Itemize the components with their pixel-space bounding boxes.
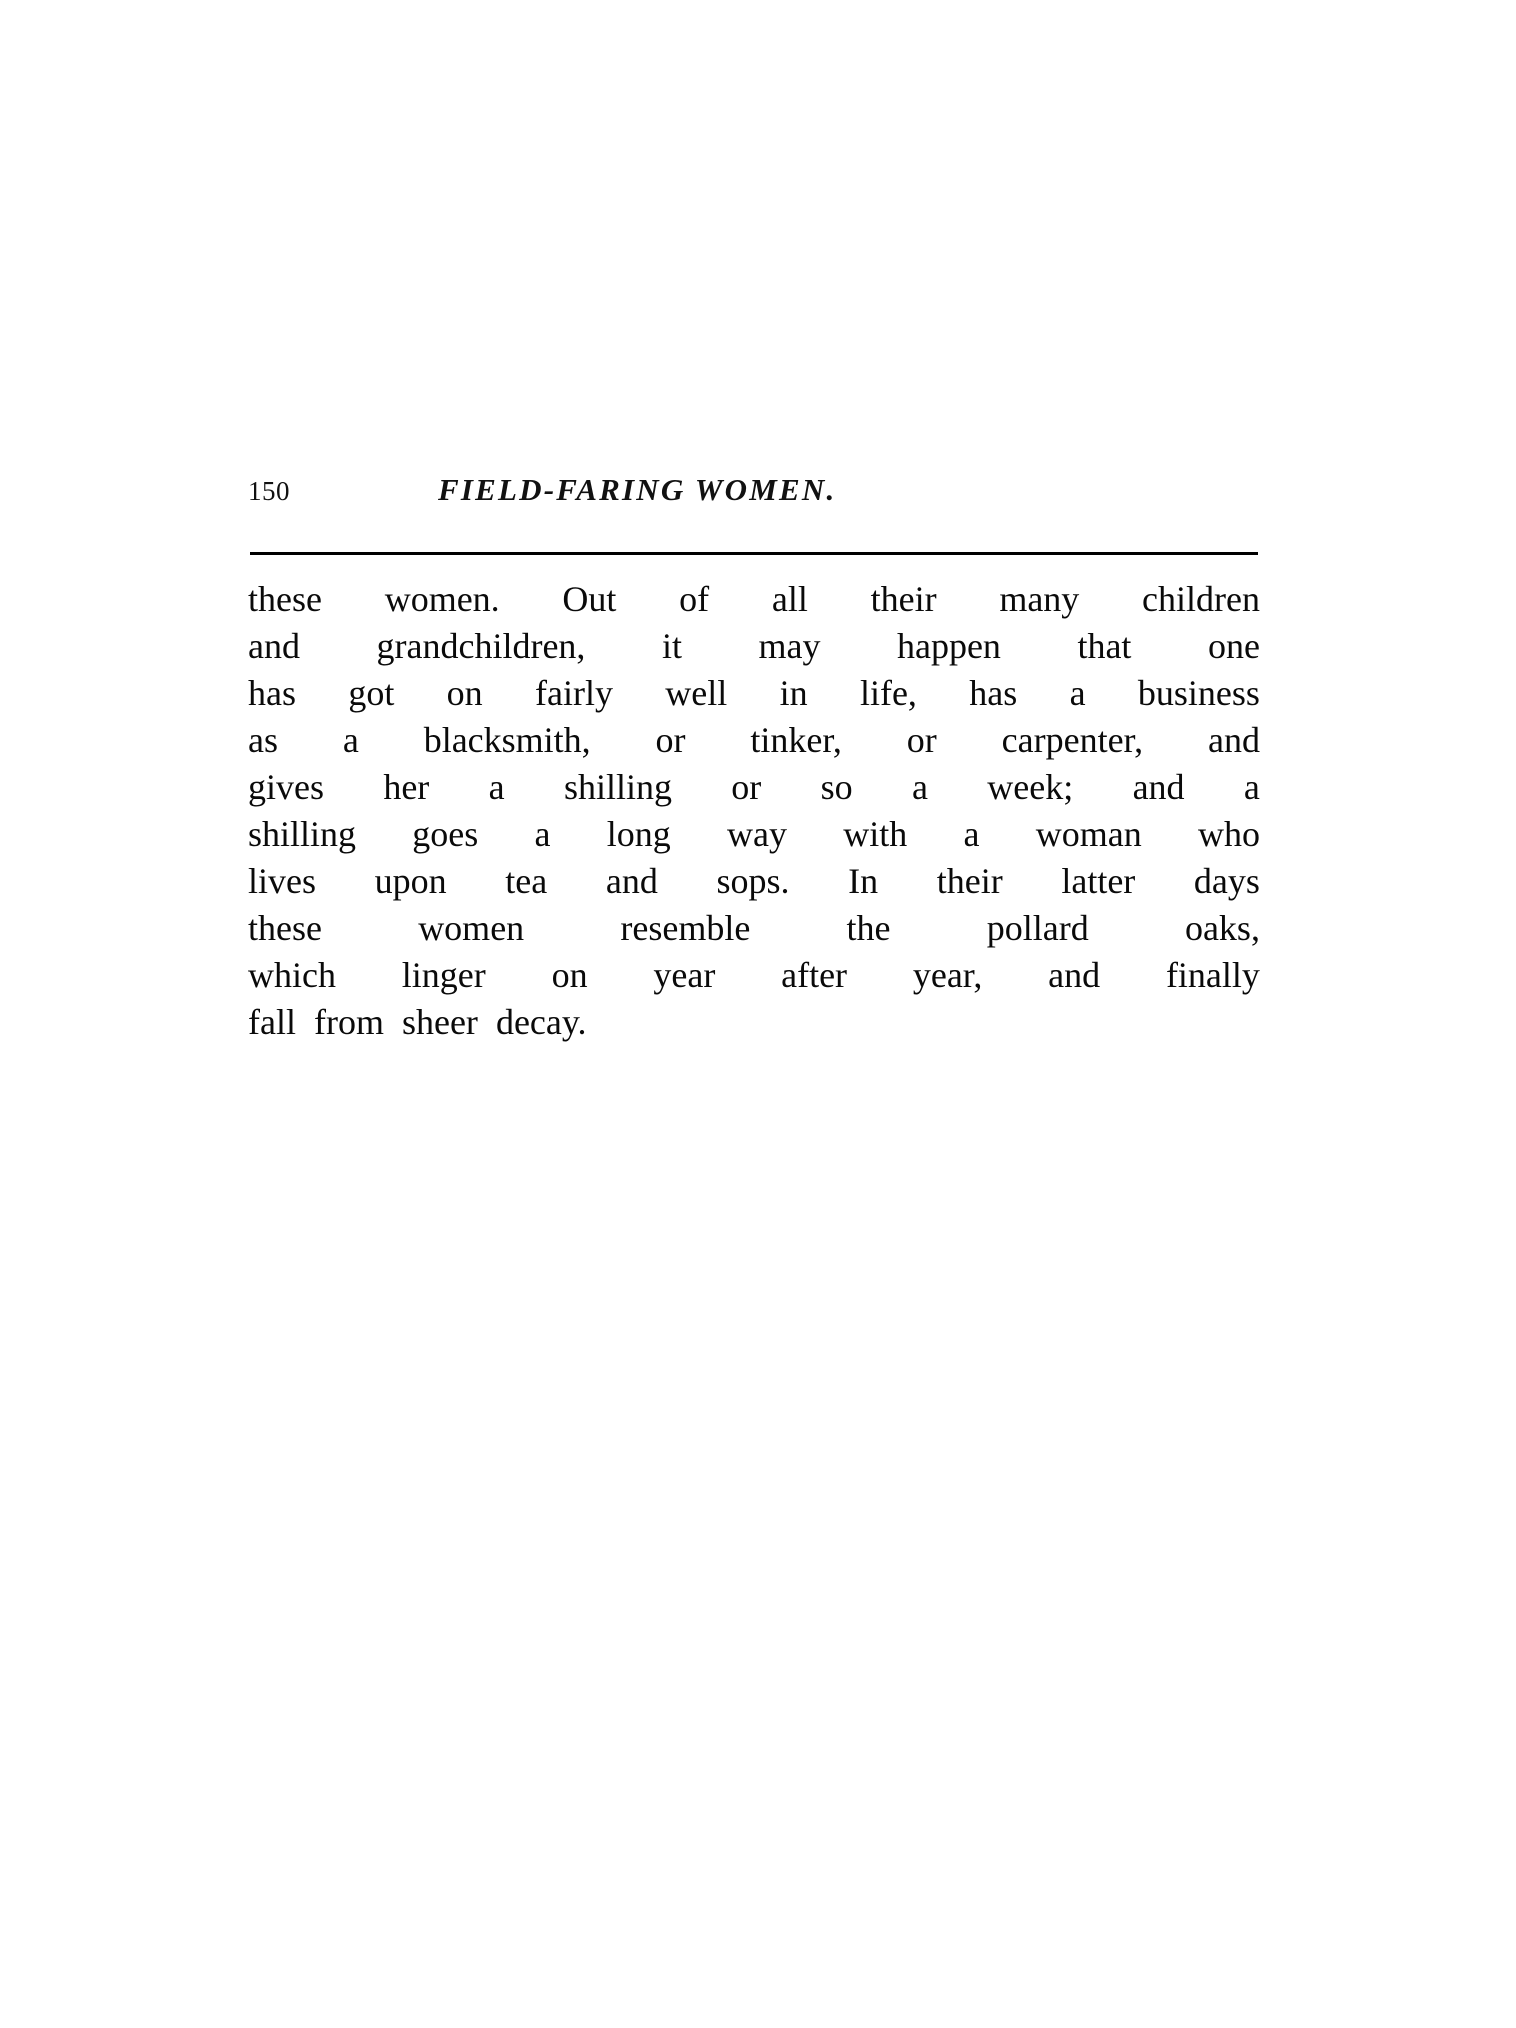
text-line	[248, 905, 1260, 952]
word: shilling	[248, 814, 357, 854]
word: of	[679, 579, 710, 619]
text-line	[248, 858, 1260, 905]
word: tinker,	[750, 720, 842, 760]
word: upon	[374, 861, 447, 901]
word: and	[1048, 955, 1101, 995]
word: may	[758, 626, 821, 666]
word: a	[963, 814, 980, 854]
word: or	[731, 767, 762, 807]
word: so	[820, 767, 853, 807]
word: her	[383, 767, 430, 807]
word: sheer	[401, 1002, 478, 1042]
text-line	[248, 717, 1260, 764]
word: fall	[248, 1002, 296, 1042]
word: resemble	[620, 908, 751, 948]
word: latter	[1061, 861, 1136, 901]
word: week;	[987, 767, 1074, 807]
text-line	[248, 952, 1260, 999]
word: a	[342, 720, 359, 760]
word: women.	[384, 579, 500, 619]
word: year	[653, 955, 716, 995]
word: a	[488, 767, 505, 807]
word: way	[727, 814, 788, 854]
word: fairly	[535, 673, 613, 713]
word: shilling	[563, 767, 672, 807]
word: women	[418, 908, 525, 948]
word: their	[936, 861, 1003, 901]
word: long	[606, 814, 671, 854]
word: a	[534, 814, 551, 854]
word: and	[605, 861, 658, 901]
word: business	[1137, 673, 1260, 713]
word: these	[248, 908, 322, 948]
word: year,	[912, 955, 983, 995]
word: linger	[401, 955, 486, 995]
word: in	[779, 673, 808, 713]
word: pollard	[986, 908, 1089, 948]
word: oaks,	[1184, 908, 1260, 948]
word: a	[1243, 767, 1260, 807]
word: life,	[859, 673, 917, 713]
word: on	[446, 673, 483, 713]
word: or	[906, 720, 937, 760]
word: with	[843, 814, 908, 854]
text-line	[248, 764, 1260, 811]
word: In	[848, 861, 879, 901]
page-number: 150	[248, 476, 290, 506]
word: has	[969, 673, 1018, 713]
page-header	[248, 470, 1258, 530]
text-line	[248, 623, 1260, 670]
word: these	[248, 579, 322, 619]
word: gives	[248, 767, 324, 807]
word: carpenter,	[1001, 720, 1144, 760]
text-line	[248, 999, 1260, 1046]
word: goes	[412, 814, 479, 854]
word: well	[665, 673, 728, 713]
word: or	[655, 720, 686, 760]
word: who	[1198, 814, 1260, 854]
word: lives	[248, 861, 316, 901]
word: children	[1142, 579, 1260, 619]
word: woman	[1035, 814, 1142, 854]
word: and	[1132, 767, 1185, 807]
word: the	[846, 908, 891, 948]
word: got	[348, 673, 395, 713]
word: decay.	[495, 1002, 587, 1042]
word: a	[1069, 673, 1086, 713]
word: and	[248, 626, 300, 666]
running-head	[248, 470, 1258, 530]
word: after	[781, 955, 848, 995]
word: from	[313, 1002, 384, 1042]
word: grandchildren,	[376, 626, 586, 666]
word: on	[551, 955, 588, 995]
word: and	[1207, 720, 1260, 760]
word: blacksmith,	[423, 720, 591, 760]
word: tea	[505, 861, 548, 901]
text-line	[248, 576, 1260, 623]
word: many	[999, 579, 1080, 619]
word: their	[870, 579, 937, 619]
word: days	[1193, 861, 1260, 901]
header-rule	[250, 552, 1258, 555]
word: a	[911, 767, 928, 807]
running-head-title: FIELD-FARING WOMEN.	[438, 472, 837, 507]
word: one	[1207, 626, 1260, 666]
word: that	[1077, 626, 1132, 666]
word: as	[248, 720, 278, 760]
word: it	[661, 626, 682, 666]
word: which	[248, 955, 336, 995]
text-line	[248, 811, 1260, 858]
body-paragraph	[248, 576, 1260, 1046]
word: has	[248, 673, 296, 713]
word: all	[771, 579, 808, 619]
word: sops.	[716, 861, 790, 901]
word: Out	[562, 579, 617, 619]
text-line	[248, 670, 1260, 717]
word: finally	[1165, 955, 1260, 995]
word: happen	[896, 626, 1001, 666]
